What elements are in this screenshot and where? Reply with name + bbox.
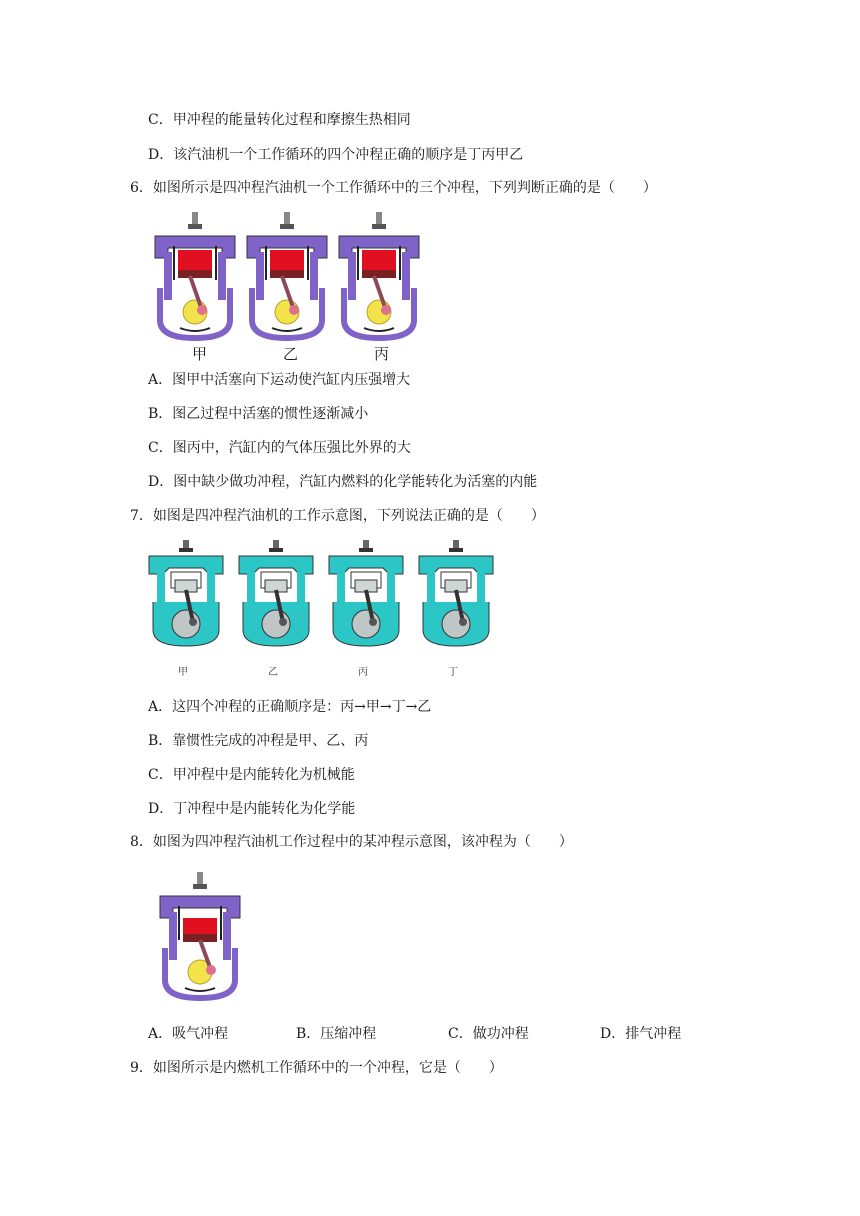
q6-option-b: B．图乙过程中活塞的惯性逐渐减小: [148, 406, 369, 422]
q7-caption-bing: 丙: [358, 667, 368, 678]
q6-caption-bing: 丙: [374, 345, 390, 363]
q6-option-d: D．图中缺少做功冲程，汽缸内燃料的化学能转化为活塞的内能: [148, 474, 538, 490]
question-8-stem: 8．如图为四冲程汽油机工作过程中的某冲程示意图，该冲程为（ ）: [130, 834, 573, 850]
q7-caption-ding: 丁: [448, 667, 458, 678]
q7-option-c: C．甲冲程中是内能转化为机械能: [148, 767, 355, 783]
q7-caption-jia: 甲: [178, 667, 188, 678]
q7-option-d: D．丁冲程中是内能转化为化学能: [148, 801, 356, 817]
q8-option-b: B．压缩冲程: [296, 1026, 377, 1042]
q6-caption-yi: 乙: [283, 345, 299, 363]
q6-caption-jia: 甲: [192, 345, 208, 363]
option-c-q5: C．甲冲程的能量转化过程和摩擦生热相同: [148, 112, 411, 128]
q6-option-a: A．图甲中活塞向下运动使汽缸内压强增大: [148, 372, 411, 388]
q8-options-row: [148, 1024, 708, 1044]
question-7-stem: 7．如图是四冲程汽油机的工作示意图，下列说法正确的是（ ）: [130, 508, 545, 524]
q8-option-a: A．吸气冲程: [148, 1026, 229, 1042]
q7-engine-figures: [145, 538, 495, 650]
q6-option-c: C．图丙中，汽缸内的气体压强比外界的大: [148, 440, 411, 456]
q6-engine-figures: [150, 210, 420, 345]
question-9-stem: 9．如图所示是内燃机工作循环中的一个冲程，它是（ ）: [130, 1060, 503, 1076]
option-d-q5: D．该汽油机一个工作循环的四个冲程正确的顺序是丁丙甲乙: [148, 147, 524, 163]
q8-option-c: C．做功冲程: [448, 1026, 529, 1042]
q7-caption-yi: 乙: [268, 667, 278, 678]
q7-option-a: A．这四个冲程的正确顺序是：丙→甲→丁→乙: [148, 699, 432, 715]
q7-option-b: B．靠惯性完成的冲程是甲、乙、丙: [148, 733, 369, 749]
q8-option-d: D．排气冲程: [600, 1026, 682, 1042]
question-6-stem: 6．如图所示是四冲程汽油机一个工作循环中的三个冲程，下列判断正确的是（ ）: [130, 180, 657, 196]
q8-engine-figure: [155, 870, 247, 1005]
